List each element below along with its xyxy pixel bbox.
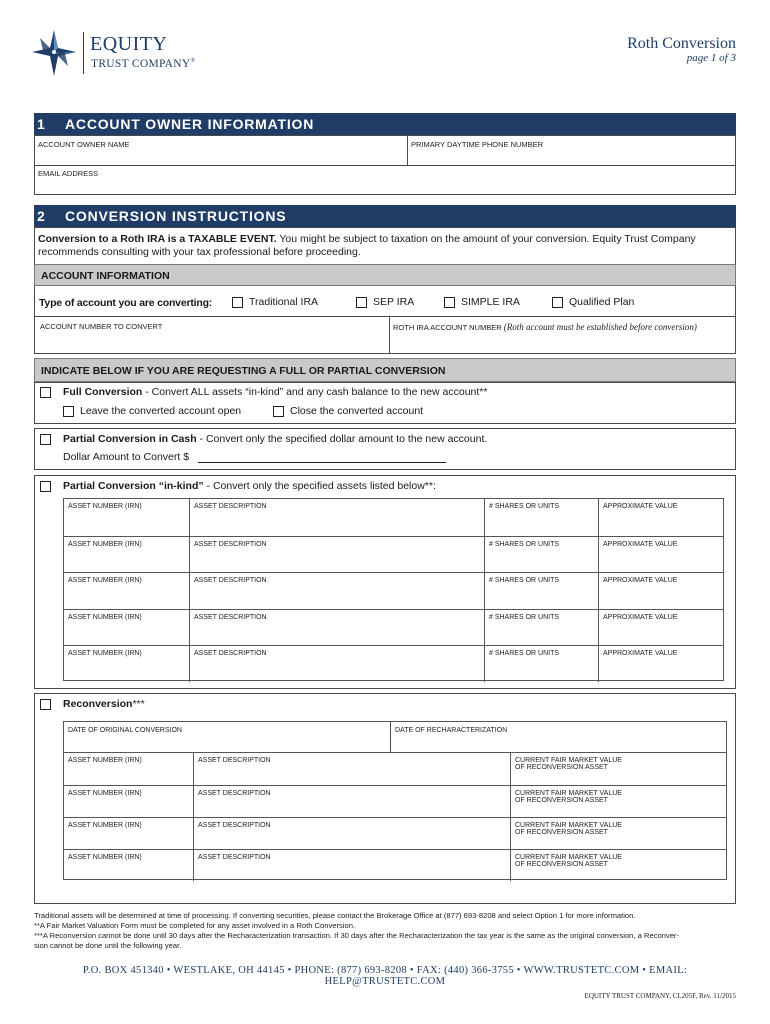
inkind-cell[interactable] — [484, 573, 598, 609]
inkind-cell-label: ASSET NUMBER (IRN) — [68, 503, 142, 510]
simple-ira-checkbox[interactable] — [444, 297, 455, 308]
recon-cell-label: OF RECONVERSION ASSET — [515, 829, 608, 836]
registered-mark: ® — [190, 58, 196, 65]
dates-divider — [390, 722, 391, 752]
recon-cell[interactable] — [64, 818, 193, 849]
inkind-cell[interactable] — [598, 573, 723, 609]
inkind-cell[interactable] — [598, 646, 723, 682]
recon-cell[interactable] — [510, 786, 726, 817]
roth-account-number-field[interactable] — [393, 322, 733, 350]
page-indicator: page 1 of 3 — [686, 52, 736, 64]
inkind-cell[interactable] — [189, 646, 484, 682]
inkind-cell[interactable] — [64, 610, 189, 646]
footnote-1: Traditional assets will be determined at time of processing. If converting securities, please contact the Brokerage Office at (877) 693-8208 and select Option 1 for more information. — [34, 911, 636, 920]
recon-cell[interactable] — [193, 818, 510, 849]
recon-cell-label: ASSET NUMBER (IRN) — [68, 854, 142, 861]
inkind-cell-label: APPROXIMATE VALUE — [603, 503, 678, 510]
inkind-cell-label: APPROXIMATE VALUE — [603, 613, 678, 621]
footnote-4: sion cannot be done until the following year. — [34, 941, 182, 950]
full-conversion-desc: - Convert ALL assets “in-kind” and any cash balance to the new account** — [142, 386, 488, 398]
footnotes — [34, 911, 736, 951]
full-conversion-text — [63, 386, 723, 399]
traditional-ira-label: Traditional IRA — [249, 296, 319, 308]
recon-cell-label: CURRENT FAIR MARKET VALUE — [515, 854, 622, 861]
footnote-3: ***A Reconversion cannot be done until 30 days after the Recharacterization transaction. If 30 days after the Recharacterization the tax year is the same as the original conversion, a Reconver- — [34, 931, 679, 940]
date-rechar-label: DATE OF RECHARACTERIZATION — [395, 727, 508, 734]
recon-table-row — [64, 817, 726, 849]
inkind-cell-label: ASSET NUMBER (IRN) — [68, 577, 142, 585]
inkind-cell[interactable] — [189, 537, 484, 573]
inkind-cell[interactable] — [64, 537, 189, 573]
logo-divider — [83, 32, 84, 74]
account-info-header — [34, 264, 736, 286]
inkind-cell-label: # SHARES OR UNITS — [489, 577, 560, 585]
owner-name-label: ACCOUNT OWNER NAME — [38, 140, 130, 149]
inkind-cell[interactable] — [484, 499, 598, 536]
sep-ira-checkbox[interactable] — [356, 297, 367, 308]
date-recharacterization-field[interactable] — [395, 727, 723, 749]
inkind-cell-label: ASSET DESCRIPTION — [194, 540, 267, 548]
inkind-cell[interactable] — [189, 499, 484, 536]
account-info-heading: ACCOUNT INFORMATION — [41, 270, 170, 282]
partial-cash-desc: - Convert only the specified dollar amount to the new account. — [196, 433, 488, 445]
recon-cell-label: ASSET DESCRIPTION — [198, 822, 271, 829]
inkind-cell-label: ASSET DESCRIPTION — [194, 503, 267, 510]
leave-open-checkbox[interactable] — [63, 406, 74, 417]
dollar-amount-label: Dollar Amount to Convert $ — [63, 451, 190, 463]
inkind-cell-label: ASSET NUMBER (IRN) — [68, 613, 142, 621]
footnote-2: **A Fair Market Valuation Form must be completed for any asset involved in a Roth Conversion. — [34, 921, 356, 930]
recon-cell-label: ASSET DESCRIPTION — [198, 757, 271, 764]
recon-table-row — [64, 785, 726, 817]
inkind-cell-label: APPROXIMATE VALUE — [603, 577, 678, 585]
inkind-cell-label: ASSET DESCRIPTION — [194, 650, 267, 658]
acct-col-divider — [389, 316, 390, 354]
owner-name-field[interactable] — [38, 140, 398, 164]
inkind-cell-label: APPROXIMATE VALUE — [603, 650, 678, 658]
recon-cell[interactable] — [510, 753, 726, 785]
recon-cell-label: CURRENT FAIR MARKET VALUE — [515, 822, 622, 829]
conversion-type-heading: INDICATE BELOW IF YOU ARE REQUESTING A FULL OR PARTIAL CONVERSION — [41, 365, 446, 377]
section1-number: 1 — [37, 116, 46, 132]
reconversion-checkbox[interactable] — [40, 699, 51, 710]
partial-cash-text — [63, 433, 723, 446]
inkind-table-row — [64, 536, 723, 573]
field-row-divider — [35, 165, 735, 166]
inkind-cell-label: ASSET DESCRIPTION — [194, 613, 267, 621]
close-account-checkbox[interactable] — [273, 406, 284, 417]
recon-cell-label: OF RECONVERSION ASSET — [515, 797, 608, 804]
document-title: Roth Conversion — [627, 35, 736, 52]
roth-account-note: (Roth account must be established before conversion) — [503, 322, 697, 332]
recon-cell-label: CURRENT FAIR MARKET VALUE — [515, 790, 622, 797]
inkind-cell[interactable] — [598, 499, 723, 536]
inkind-cell-label: ASSET DESCRIPTION — [194, 577, 267, 585]
inkind-cell[interactable] — [484, 610, 598, 646]
recon-table-row — [64, 849, 726, 881]
section2-title: CONVERSION INSTRUCTIONS — [65, 208, 287, 224]
inkind-cell[interactable] — [189, 573, 484, 609]
reconversion-title: Reconversion — [63, 698, 133, 710]
reconversion-stars: *** — [132, 698, 145, 710]
recon-cell-label: ASSET NUMBER (IRN) — [68, 790, 142, 797]
inkind-cell[interactable] — [64, 646, 189, 682]
field-divider — [407, 136, 408, 166]
recon-cell-label: ASSET DESCRIPTION — [198, 790, 271, 797]
inkind-cell-label: # SHARES OR UNITS — [489, 650, 560, 658]
inkind-cell[interactable] — [484, 537, 598, 573]
company-subname — [91, 58, 195, 70]
recon-cell-label: ASSET NUMBER (IRN) — [68, 822, 142, 829]
reconversion-text — [63, 698, 145, 711]
dollar-amount-input[interactable] — [198, 462, 446, 463]
recon-cell[interactable] — [193, 753, 510, 785]
inkind-cell[interactable] — [598, 610, 723, 646]
company-name: EQUITY — [90, 33, 168, 55]
date-original-label: DATE OF ORIGINAL CONVERSION — [68, 727, 182, 734]
email-label: EMAIL ADDRESS — [38, 169, 99, 178]
recon-table-row — [64, 753, 726, 785]
account-type-label: Type of account you are converting: — [39, 297, 213, 309]
recon-cell[interactable] — [510, 818, 726, 849]
recon-cell[interactable] — [64, 753, 193, 785]
recon-cell[interactable] — [193, 850, 510, 881]
qualified-plan-checkbox[interactable] — [552, 297, 563, 308]
qualified-plan-label: Qualified Plan — [569, 296, 635, 308]
recon-cell[interactable] — [64, 850, 193, 881]
close-account-label: Close the converted account — [290, 405, 424, 417]
partial-cash-checkbox[interactable] — [40, 434, 51, 445]
recon-cell-label: ASSET NUMBER (IRN) — [68, 757, 142, 764]
inkind-asset-table — [63, 498, 724, 681]
inkind-cell[interactable] — [484, 646, 598, 682]
section2-number: 2 — [37, 208, 46, 224]
recon-cell-label: CURRENT FAIR MARKET VALUE — [515, 757, 622, 764]
reconversion-asset-table — [63, 752, 727, 880]
inkind-table-row — [64, 499, 723, 536]
roth-account-number-label: ROTH IRA ACCOUNT NUMBER — [393, 323, 502, 332]
phone-label: PRIMARY DAYTIME PHONE NUMBER — [411, 140, 544, 149]
reconversion-dates-row — [63, 721, 727, 753]
recon-cell-label: ASSET DESCRIPTION — [198, 854, 271, 861]
full-conversion-checkbox[interactable] — [40, 387, 51, 398]
partial-inkind-text — [63, 480, 723, 493]
partial-inkind-desc: - Convert only the specified assets listed below**: — [203, 480, 436, 492]
sep-ira-label: SEP IRA — [373, 296, 415, 308]
inkind-cell-label: # SHARES OR UNITS — [489, 613, 560, 621]
full-conversion-title: Full Conversion — [63, 386, 143, 398]
company-contact-line: P.O. BOX 451340 • WESTLAKE, OH 44145 • PHONE: (877) 693-8208 • FAX: (440) 366-3755 • WWW.TRUSTETC.COM • EMAIL: HELP@TRUSTETC.COM — [82, 965, 688, 987]
section2-header — [34, 205, 736, 227]
partial-inkind-title: Partial Conversion “in-kind” — [63, 480, 204, 492]
leave-open-label: Leave the converted account open — [80, 405, 242, 417]
acct-row-divider — [34, 316, 736, 317]
inkind-cell[interactable] — [189, 610, 484, 646]
company-sub-text: TRUST COMPANY — [91, 58, 191, 70]
recon-cell[interactable] — [510, 850, 726, 881]
section1-fields — [34, 135, 736, 195]
phone-field[interactable] — [411, 140, 731, 164]
inkind-cell-label: APPROXIMATE VALUE — [603, 540, 678, 548]
inkind-table-row — [64, 609, 723, 646]
email-field[interactable] — [38, 169, 728, 193]
account-number-label: ACCOUNT NUMBER TO CONVERT — [40, 322, 163, 331]
inkind-cell-label: # SHARES OR UNITS — [489, 540, 560, 548]
traditional-ira-checkbox[interactable] — [232, 297, 243, 308]
taxable-warning-line2: recommends consulting with your tax professional before proceeding. — [38, 246, 361, 258]
company-star-logo-icon — [30, 28, 78, 78]
inkind-cell-label: ASSET NUMBER (IRN) — [68, 650, 142, 658]
partial-inkind-checkbox[interactable] — [40, 481, 51, 492]
inkind-cell-label: ASSET NUMBER (IRN) — [68, 540, 142, 548]
section1-title: ACCOUNT OWNER INFORMATION — [65, 116, 315, 132]
account-number-field[interactable] — [40, 322, 385, 350]
inkind-table-row — [64, 572, 723, 609]
section1-header — [34, 113, 736, 135]
taxable-warning-text: You might be subject to taxation on the amount of your conversion. Equity Trust Company — [276, 233, 696, 245]
inkind-cell-label: # SHARES OR UNITS — [489, 503, 560, 510]
inkind-cell[interactable] — [598, 537, 723, 573]
partial-cash-title: Partial Conversion in Cash — [63, 433, 197, 445]
conversion-type-header — [34, 358, 736, 382]
inkind-cell[interactable] — [64, 499, 189, 536]
inkind-table-row — [64, 645, 723, 682]
taxable-warning-bold: Conversion to a Roth IRA is a TAXABLE EVENT. — [38, 233, 277, 245]
recon-cell[interactable] — [64, 786, 193, 817]
date-original-conversion-field[interactable] — [68, 727, 386, 749]
recon-cell[interactable] — [193, 786, 510, 817]
recon-cell-label: OF RECONVERSION ASSET — [515, 764, 608, 771]
taxable-warning — [38, 233, 733, 259]
inkind-cell[interactable] — [64, 573, 189, 609]
simple-ira-label: SIMPLE IRA — [461, 296, 520, 308]
form-revision: EQUITY TRUST COMPANY, CL205F, Rev. 11/2015 — [584, 992, 736, 1000]
recon-cell-label: OF RECONVERSION ASSET — [515, 861, 608, 868]
